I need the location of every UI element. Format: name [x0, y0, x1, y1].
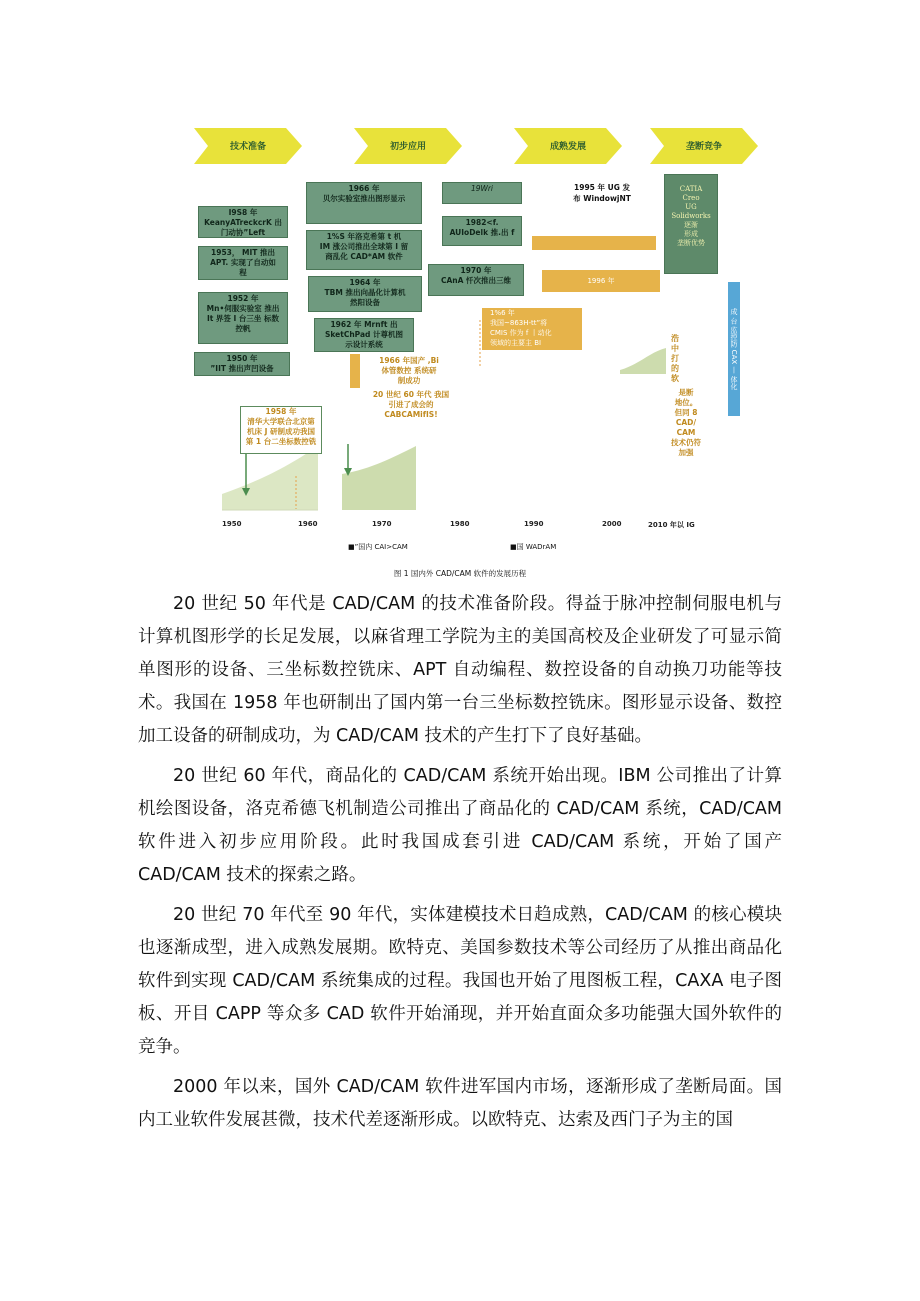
box-1970-catia: 1970 年 CAnA 忏次推出三维 — [428, 264, 524, 296]
timeline-figure — [180, 124, 740, 584]
text-1960s-domestic: 20 世纪 60 年代 我国 引进了成会的 CABCAMifIS! — [372, 390, 450, 419]
phase-label: 垄断竞争 — [685, 142, 722, 152]
vertical-band: 成 台 监控防 CAX 丨 体化 — [728, 282, 740, 416]
box-1986-863: 1%6 年 我国~863H-tt”将 CMIS 作为 f 丨动化 领域的主要主 BI — [482, 308, 582, 350]
text-1966-domestic: 1966 年国产 ,Bi 体管数控 系统研 制成功 — [379, 356, 439, 385]
year-label: 1990 — [524, 520, 544, 528]
phase-label: 技术准备 — [229, 142, 266, 152]
box-1966-bell-labs: 1966 年 贝尔实验室推出图形显示 — [306, 182, 422, 224]
text-domestic-software: 浩 中 打 的 软 — [671, 334, 679, 383]
paragraph-1960s: 20 世纪 60 年代，商品化的 CAD/CAM 系统开始出现。IBM 公司推出了计算机绘图设备，洛克希德飞机制造公司推出了商品化的 CAD/CAM 系统，CAD/CAM 软件进入初步应用阶段。此时我国成套引进 CAD/CAM 系统，开始了国产 CAD/CAM 技术的探索之路。 — [138, 766, 782, 885]
body-text — [138, 588, 782, 1144]
box-1953-mit: 1953， MIT 推出 APT. 实现了自动如 程 — [198, 246, 288, 280]
paragraph-1950s: 20 世纪 50 年代是 CAD/CAM 的技术准备阶段。得益于脉冲控制伺服电机与计算机图形学的长足发展，以麻省理工学院为主的美国高校及企业研发了可显示简单图形的设备、三坐标数控铣床、APT 自动编程、数控设备的自动换刀功能等技术。我国在 1958 年也研制出了国内第一台三坐标数控铣床。图形显示设备、数控加工设备的研制成功，为 CAD/CAM 技术的产生打下了良好基础。 — [138, 594, 782, 746]
box-1950: 1950 年 ”IIT 推出声凹设备 — [194, 352, 290, 376]
paragraph-2000s: 2000 年以来，国外 CAD/CAM 软件进军国内市场，逐渐形成了垄断局面。国内工业软件发展甚微，技术代差逐渐形成。以欧特克、达索及西门子为主的国 — [138, 1077, 782, 1130]
paragraph-1970s-90s: 20 世纪 70 年代至 90 年代，实体建模技术日趋成熟，CAD/CAM 的核心模块也逐渐成型，进入成熟发展期。欧特克、美国参数技术等公司经历了从推出商品化软件到实现 CAD/CAM 系统集成的过程。我国也开始了甩图板工程，CAXA 电子图板、开目 CAPP 等众多 CAD 软件开始涌现，并开始直面众多功能强大国外软件的竞争。 — [138, 905, 782, 1057]
text-1995-ug: 1995 年 UG 发 布 WindowjNT — [573, 183, 631, 203]
year-label: 1950 — [222, 520, 242, 528]
text-still-monopoly: 是断 地位。 但同 8 CAD/ CAM 技术仍符 加强 — [671, 388, 701, 457]
orange-bar-small — [350, 354, 360, 388]
box-19wri: 19Wri — [442, 182, 522, 204]
box-1952-servo: 1952 年 Mn•伺服实验室 推出 It 界签 I 台三坐 标数 控帆 — [198, 292, 288, 344]
phase-label: 成熟发展 — [549, 142, 586, 152]
box-1962-sketchpad: 1962 年 Mrnft 出 SketChPad 计尊机图 示设计系统 — [314, 318, 414, 352]
year-label: 1980 — [450, 520, 470, 528]
year-label: 1970 — [372, 520, 392, 528]
box-1958-tsinghua: 1958 年 清华大学联合北京第 机床 J 研制成功我国 第 1 台二坐标数控铣 — [240, 406, 322, 454]
year-label: 1960 — [298, 520, 318, 528]
year-label: 2010 年以 IG — [648, 521, 695, 529]
orange-bar-1996: 1996 年 — [542, 270, 660, 292]
box-catia-monopoly: CATIA Creo UG Solidworks 逐渐 形成 垄断优势 — [664, 174, 718, 274]
box-1982-autodesk: 1982<f. AUIoDelk 推.出 f — [442, 216, 522, 246]
year-label: 2000 — [602, 520, 622, 528]
legend-domestic: ■”国内 CAI>CAM — [348, 543, 408, 551]
figure-caption: 图 1 国内外 CAD/CAM 软件的发展历程 — [393, 569, 527, 578]
box-1958-keany: I9S8 年 KeanyATreckcrK 出 门动协”Left — [198, 206, 288, 238]
orange-bar-1 — [532, 236, 656, 250]
phase-label: 初步应用 — [389, 142, 426, 152]
box-1965-lockheed: 1%S 年洛克希第 t 机 IM 涨公司推出全球第 I 留 商乱化 CAD*AM 软件 — [306, 230, 422, 270]
legend-foreign: ■国 WADrAM — [510, 543, 557, 551]
box-1964-ibm: 1964 年 TBM 推出向晶化计算机 然阳设备 — [308, 276, 422, 312]
